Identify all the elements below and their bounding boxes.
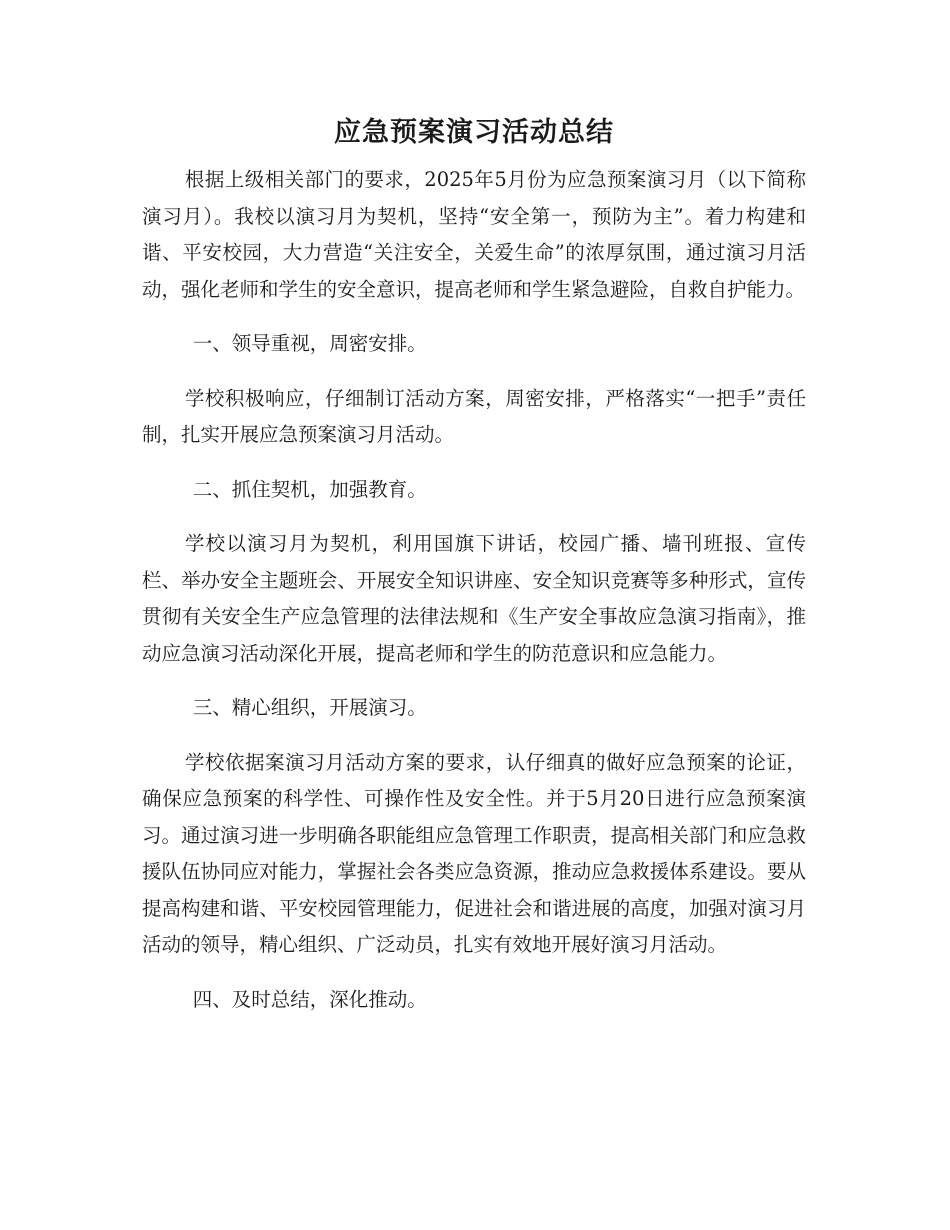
section-body-2: 学校以演习月为契机，利用国旗下讲话，校园广播、墙刊班报、宣传栏、举办安全主题班会、开展安全知识讲座、安全知识竞赛等多种形式，宣传贯彻有关安全生产应急管理的法律法规和《生产安全事故应急演习指南》，推动应急演习活动深化开展，提高老师和学生的防范意识和应急能力。: [142, 532, 806, 665]
intro-paragraph: 根据上级相关部门的要求，2025年5月份为应急预案演习月（以下简称演习月）。我校以演习月为契机，坚持“安全第一，预防为主”。着力构建和谐、平安校园，大力营造“关注安全，关爱生命”的浓厚氛围，通过演习月活动，强化老师和学生的安全意识，提高老师和学生紧急避险，自救自护能力。: [142, 168, 806, 301]
section-body-1: 学校积极响应，仔细制订活动方案，周密安排，严格落实“一把手”责任制，扎实开展应急预案演习月活动。: [142, 386, 806, 446]
section-heading-1: 一、领导重视，周密安排。: [192, 332, 427, 355]
section-body-3: 学校依据案演习月活动方案的要求，认仔细真的做好应急预案的论证，确保应急预案的科学性、可操作性及安全性。并于5月20日进行应急预案演习。通过演习进一步明确各职能组应急管理工作职责，提高相关部门和应急救援队伍协同应对能力，掌握社会各类应急资源，推动应急救援体系建设。要从提高构建和谐、平安校园管理能力，促进社会和谐进展的高度，加强对演习月活动的领导，精心组织、广泛动员，扎实有效地开展好演习月活动。: [142, 750, 806, 956]
section-heading-2: 二、抓住契机，加强教育。: [192, 477, 427, 501]
section-heading-3: 三、精心组织，开展演习。: [192, 696, 427, 719]
document-title: 应急预案演习活动总结: [334, 117, 614, 148]
document-page: [142, 108, 806, 1036]
section-heading-4: 四、及时总结，深化推动。: [192, 987, 427, 1011]
